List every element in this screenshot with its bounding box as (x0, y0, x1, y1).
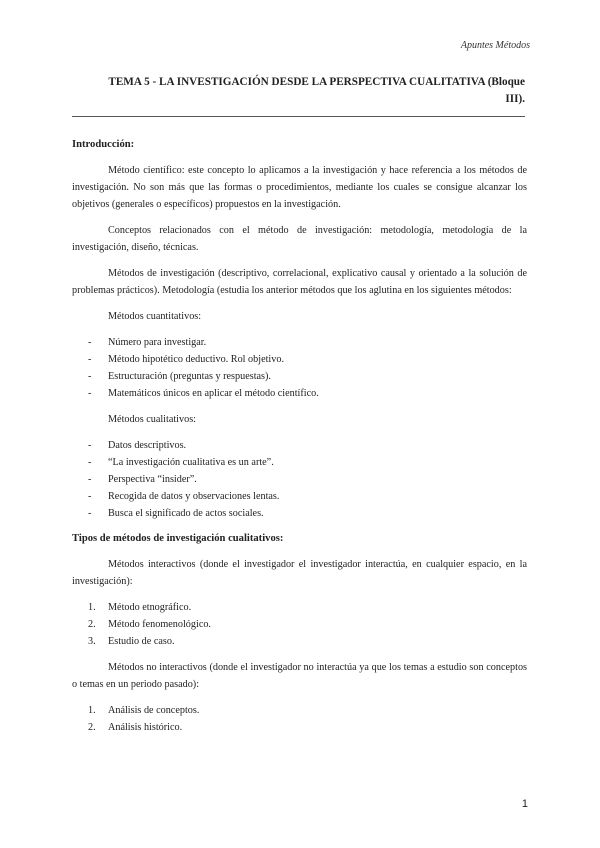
list-bullet: - (88, 457, 92, 468)
title-divider (72, 116, 525, 117)
list-bullet: - (88, 474, 92, 485)
list-item: - Datos descriptivos. (72, 437, 527, 454)
types-heading: Tipos de métodos de investigación cualitativos: (72, 533, 284, 544)
list-item: 2. Análisis histórico. (72, 719, 527, 736)
interactive-methods-list (72, 599, 527, 650)
qualitative-list (72, 437, 527, 522)
intro-heading: Introducción: (72, 139, 135, 150)
document-title: TEMA 5 - LA INVESTIGACIÓN DESDE LA PERSPECTIVA CUALITATIVA (Bloque III). (108, 76, 525, 105)
list-number: 1. (88, 602, 96, 613)
list-bullet: - (88, 337, 92, 348)
list-number: 2. (88, 619, 96, 630)
noninteractive-methods-paragraph: Métodos no interactivos (donde el investigador no interactúa ya que los temas a estudio son conceptos o temas en un periodo pasado): (72, 662, 527, 690)
list-item: - Estructuración (preguntas y respuestas). (72, 368, 527, 385)
list-item: 1. Análisis de conceptos. (72, 702, 527, 719)
list-item: 3. Estudio de caso. (72, 633, 527, 650)
list-item: - “La investigación cualitativa es un arte”. (72, 454, 527, 471)
list-item: - Método hipotético deductivo. Rol objetivo. (72, 351, 527, 368)
list-bullet: - (88, 508, 92, 519)
list-bullet: - (88, 388, 92, 399)
list-bullet: - (88, 371, 92, 382)
page-number: 1 (521, 798, 528, 810)
list-item: - Recogida de datos y observaciones lentas. (72, 488, 527, 505)
quantitative-label: Métodos cuantitativos: (108, 311, 202, 322)
running-header: Apuntes Métodos (460, 40, 530, 51)
document-body (72, 136, 527, 736)
intro-paragraph-3: Métodos de investigación (descriptivo, correlacional, explicativo causal y orientado a la solución de problemas prácticos). Metodología (estudia los anterior métodos que los aglutina en los siguientes métodos: (72, 268, 527, 296)
list-bullet: - (88, 491, 92, 502)
interactive-methods-paragraph: Métodos interactivos (donde el investigador el investigador interactúa, en cualquier espacio, en la investigación): (72, 559, 527, 587)
list-number: 2. (88, 722, 96, 733)
quantitative-list (72, 334, 527, 402)
intro-paragraph-2: Conceptos relacionados con el método de investigación: metodología, metodología de la investigación, diseño, técnicas. (72, 225, 527, 253)
list-bullet: - (88, 354, 92, 365)
list-item: 2. Método fenomenológico. (72, 616, 527, 633)
list-item: - Perspectiva “insider”. (72, 471, 527, 488)
qualitative-label: Métodos cualitativos: (108, 414, 196, 425)
list-bullet: - (88, 440, 92, 451)
noninteractive-methods-list (72, 702, 527, 736)
list-item: - Matemáticos únicos en aplicar el método científico. (72, 385, 527, 402)
list-number: 1. (88, 705, 96, 716)
list-item: - Busca el significado de actos sociales. (72, 505, 527, 522)
intro-paragraph-1: Método científico: este concepto lo aplicamos a la investigación y hace referencia a los métodos de investigación. No son más que las formas o procedimientos, mediante los cuales se consigue alcanzar los objetivos (generales o específicos) propuestos en la investigación. (72, 165, 527, 210)
list-item: 1. Método etnográfico. (72, 599, 527, 616)
list-number: 3. (88, 636, 96, 647)
list-item: - Número para investigar. (72, 334, 527, 351)
